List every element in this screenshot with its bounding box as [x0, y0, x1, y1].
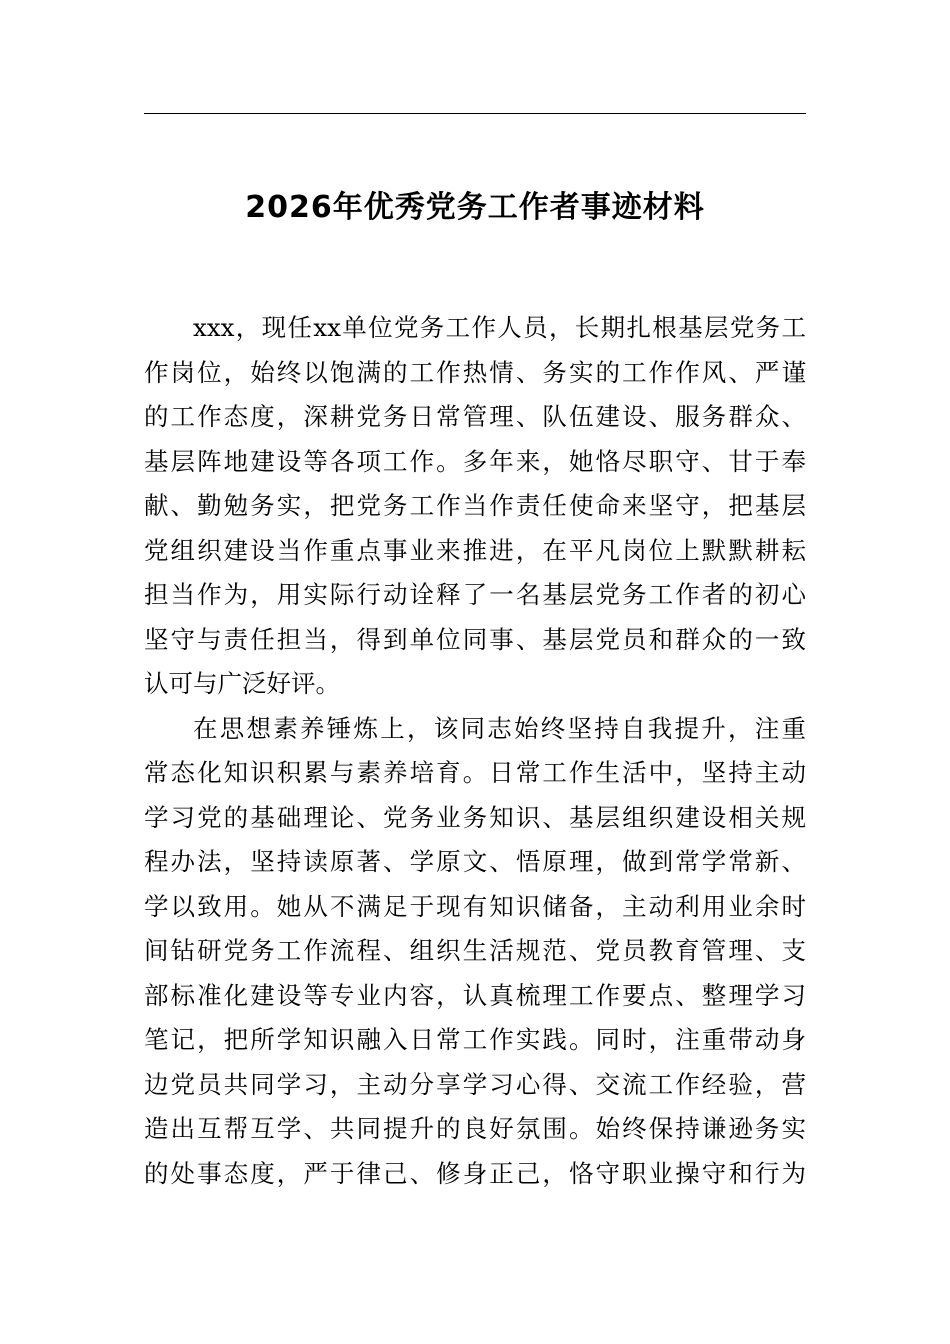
- paragraph-1-line-2: 作岗位，始终以饱满的工作热情、务实的工作作风、严谨: [144, 357, 806, 387]
- document-title: 2026年优秀党务工作者事迹材料: [245, 190, 705, 225]
- paragraph-1-line-5: 献、勤勉务实，把党务工作当作责任使命来坚守，把基层: [144, 491, 806, 520]
- paragraph-2-line-7: 部标准化建设等专业内容，认真梳理工作要点、整理学习: [144, 980, 806, 1010]
- paragraph-2-line-3: 学习党的基础理论、党务业务知识、基层组织建设相关规: [144, 802, 806, 832]
- paragraph-2-line-4: 程办法，坚持读原著、学原文、悟原理，做到常学常新、: [144, 847, 806, 876]
- header-rule: [144, 113, 806, 114]
- paragraph-2-line-5: 学以致用。她从不满足于现有知识储备，主动利用业余时: [144, 891, 806, 921]
- paragraph-1-line-3: 的工作态度，深耕党务日常管理、队伍建设、服务群众、: [144, 402, 806, 431]
- paragraph-1-line-4: 基层阵地建设等各项工作。多年来，她恪尽职守、甘于奉: [144, 446, 806, 476]
- document-body: [144, 306, 806, 1196]
- paragraph-2-line-1: 在思想素养锤炼上，该同志始终坚持自我提升，注重: [193, 713, 806, 743]
- paragraph-1-line-1: xxx，现任xx单位党务工作人员，长期扎根基层党务工: [193, 313, 806, 342]
- paragraph-2-line-6: 间钻研党务工作流程、组织生活规范、党员教育管理、支: [144, 936, 806, 965]
- paragraph-2-line-9: 边党员共同学习，主动分享学习心得、交流工作经验，营: [144, 1069, 806, 1099]
- paragraph-2-line-2: 常态化知识积累与素养培育。日常工作生活中，坚持主动: [144, 758, 806, 787]
- paragraph-1-line-6: 党组织建设当作重点事业来推进，在平凡岗位上默默耕耘: [144, 535, 806, 565]
- paragraph-2-line-11: 的处事态度，严于律己、修身正己，恪守职业操守和行为: [144, 1158, 806, 1188]
- paragraph-1-line-7: 担当作为，用实际行动诠释了一名基层党务工作者的初心: [144, 580, 806, 609]
- paragraph-2-line-8: 笔记，把所学知识融入日常工作实践。同时，注重带动身: [144, 1025, 806, 1054]
- paragraph-2-line-10: 造出互帮互学、共同提升的良好氛围。始终保持谦逊务实: [144, 1114, 806, 1143]
- paragraph-1-line-9: 认可与广泛好评。: [144, 669, 340, 698]
- paragraph-1-line-8: 坚守与责任担当，得到单位同事、基层党员和群众的一致: [144, 624, 806, 654]
